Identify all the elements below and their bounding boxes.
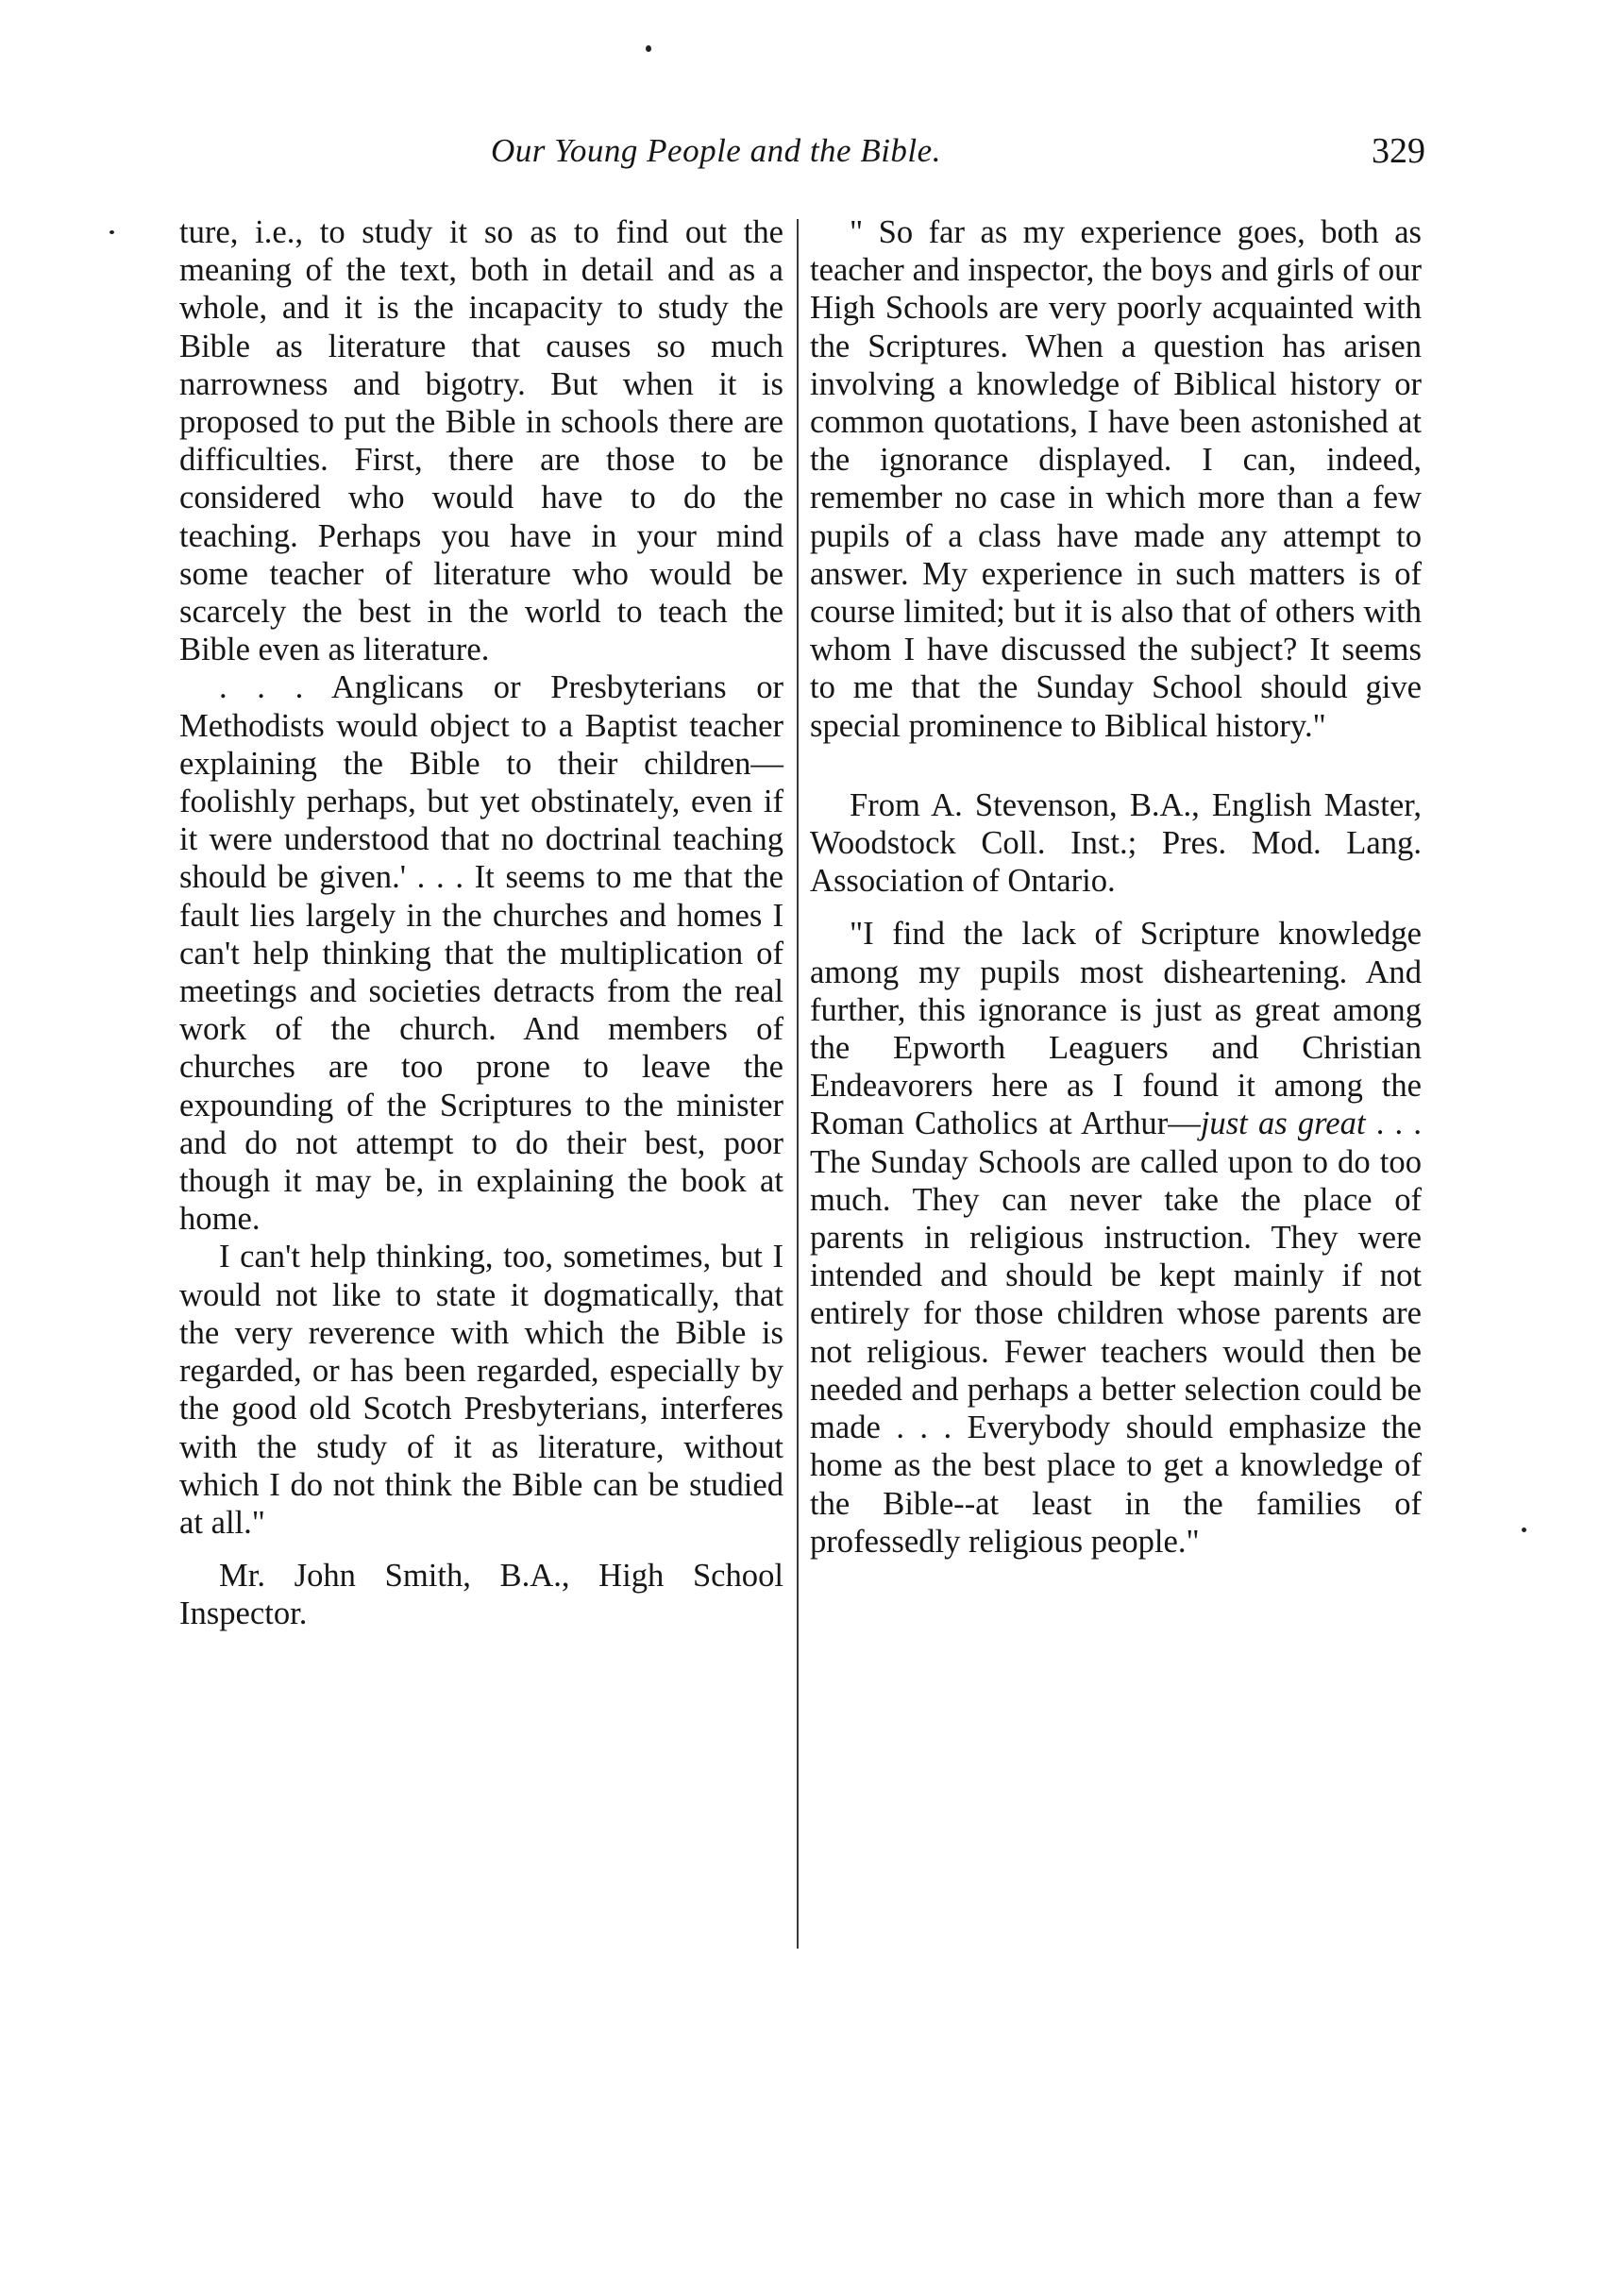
- left-attribution: Mr. John Smith, B.A., High School Inspector.: [179, 1558, 783, 1632]
- stevenson-italic-emphasis: just as great: [1200, 1106, 1366, 1142]
- page-number: 329: [1372, 131, 1425, 171]
- right-attribution: From A. Stevenson, B.A., English Master, Woodstock Coll. Inst.; Pres. Mod. Lang. Association of Ontario.: [810, 786, 1422, 900]
- right-paragraph-quotation: " So far as my experience goes, both as teacher and inspector, the boys and girls of our High Schools are very poorly acquainted with the Scriptures. When a question has arisen involving a knowledge of Biblical history or common quotations, I have been astonished at the ignorance displayed. I can, indeed, remember no case in which more than a few pupils of a class have made any attempt to answer. My experience in such matters is of course limited; but it is also that of others with whom I have discussed the subject? It seems to me that the Sunday School should give special prominence to Biblical history.": [810, 214, 1422, 744]
- left-paragraph-quotation: . . . Anglicans or Presbyterians or Methodists would object to a Baptist teacher explaining the Bible to their children—foolishly perhaps, but yet obstinately, even if it were understood that no doctrinal teaching should be given.' . . . It seems to me that the fault lies largely in the churches and homes I can't help thinking that the multiplication of meetings and societies detracts from the real work of the church. And members of churches are too prone to leave the expounding of the Scriptures to the minister and do not attempt to do their best, poor though it may be, in explaining the book at home.: [179, 669, 783, 1238]
- column-divider: [797, 219, 799, 1949]
- ink-speck-left-margin: [109, 230, 114, 234]
- left-paragraph-closing: I can't help thinking, too, sometimes, but I would not like to state it dogmatically, that the very reverence with which the Bible is regarded, or has been regarded, especially by the good old Scotch Presbyterians, interferes with the study of it as literature, without which I do not think the Bible can be studied at all.": [179, 1239, 783, 1541]
- left-column: [179, 213, 783, 1633]
- left-paragraph-continuation: ture, i.e., to study it so as to find out the meaning of the text, both in detail and as a whole, and it is the incapacity to study the Bible as literature that causes so much narrowness and bigotry. But when it is proposed to put the Bible in schools there are difficulties. First, there are those to be considered who would have to do the teaching. Perhaps you have in your mind some teacher of literature who would be scarcely the best in the world to teach the Bible even as literature.: [179, 214, 783, 668]
- ink-speck-right-margin: [1522, 1528, 1526, 1532]
- page-header: [179, 132, 1425, 189]
- right-paragraph-stevenson: [810, 915, 1422, 1560]
- stevenson-text-start: "I find the lack of Scripture knowledge among my pupils most disheartening. And further, this ignorance is just as great among the Epworth Leaguers and Christian Endeavorers here as I found it among the Roman Catholics at Arthur—: [810, 916, 1422, 1142]
- right-column: [810, 213, 1422, 1561]
- stevenson-text-end: . . . The Sunday Schools are called upon to do too much. They can never take the place of parents in religious instruction. They were intended and should be kept mainly if not entirely for those children whose parents are not religious. Fewer teachers would then be needed and perhaps a better selection could be made . . . Everybody should emphasize the home as the best place to get a knowledge of the Bible--at least in the families of professedly religious people.": [810, 1106, 1422, 1560]
- running-title: Our Young People and the Bible.: [491, 132, 941, 169]
- ink-speck-top: [646, 45, 651, 52]
